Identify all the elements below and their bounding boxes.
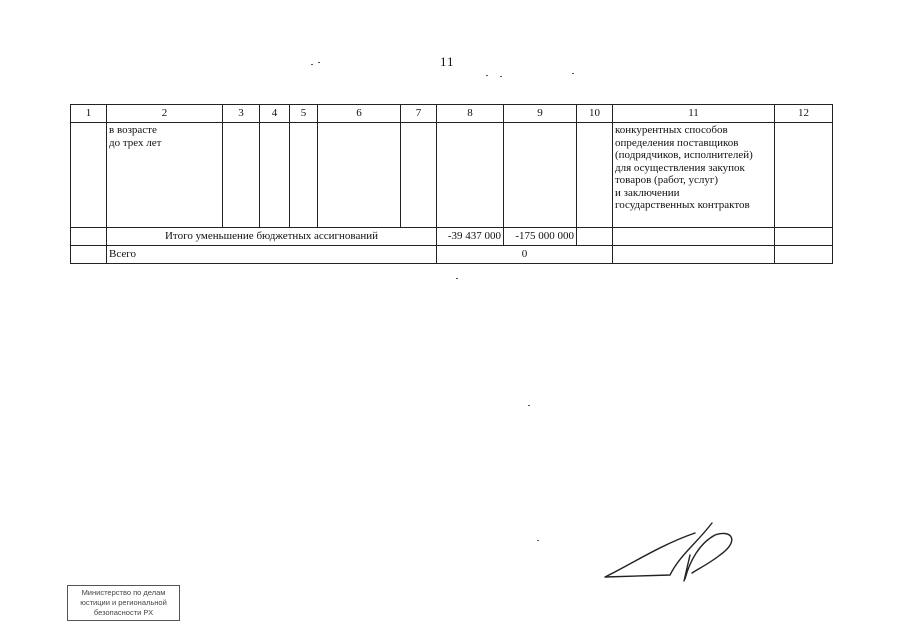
table-cell <box>401 123 437 228</box>
header-cell: 3 <box>223 105 260 123</box>
table-cell <box>71 123 107 228</box>
cell-line: для осуществления закупок <box>615 161 745 174</box>
table-cell <box>290 123 318 228</box>
header-cell: 11 <box>613 105 775 123</box>
scan-speck <box>528 405 530 406</box>
total-col8-value: -39 437 000 <box>437 228 504 246</box>
scan-speck <box>311 64 313 65</box>
scan-speck <box>318 62 320 63</box>
stamp-line: безопасности РХ <box>93 608 154 617</box>
cell-line: государственных контрактов <box>615 199 750 211</box>
header-row <box>71 105 833 123</box>
table-cell <box>71 228 107 246</box>
cell-line: в возрасте <box>109 124 157 136</box>
header-cell: 2 <box>107 105 223 123</box>
table-cell <box>775 228 833 246</box>
table-cell <box>613 228 775 246</box>
scan-speck <box>500 76 502 77</box>
signature-icon <box>600 515 740 590</box>
table-cell <box>775 123 833 228</box>
grand-total-label: Всего <box>107 246 437 264</box>
scan-speck <box>456 278 458 279</box>
header-cell: 1 <box>71 105 107 123</box>
scan-speck <box>486 75 488 76</box>
grand-total-row <box>71 246 833 264</box>
header-cell: 4 <box>260 105 290 123</box>
grand-total-value: 0 <box>437 246 613 264</box>
table-cell <box>577 123 613 228</box>
scan-speck <box>537 540 539 541</box>
header-cell: 8 <box>437 105 504 123</box>
table-cell <box>223 123 260 228</box>
budget-table <box>70 104 833 264</box>
recipient-cell <box>107 123 223 228</box>
cell-line: и заключении <box>615 186 680 199</box>
table-row <box>71 123 833 228</box>
stamp-line: Министерство по делам <box>81 588 166 597</box>
header-cell: 10 <box>577 105 613 123</box>
scan-speck <box>572 73 574 74</box>
table-cell <box>260 123 290 228</box>
total-label: Итого уменьшение бюджетных ассигнований <box>107 228 437 246</box>
cell-line: товаров (работ, услуг) <box>615 174 719 186</box>
justification-cell <box>613 123 775 228</box>
stamp-line: юстиции и региональной <box>80 598 167 607</box>
table-cell <box>318 123 401 228</box>
table-cell <box>775 246 833 264</box>
cell-line: до трех лет <box>109 136 162 149</box>
header-cell: 12 <box>775 105 833 123</box>
table-cell <box>577 228 613 246</box>
page-number: 11 <box>440 54 455 69</box>
cell-line: конкурентных способов <box>615 124 728 136</box>
header-cell: 6 <box>318 105 401 123</box>
table-cell <box>437 123 504 228</box>
header-cell: 5 <box>290 105 318 123</box>
header-cell: 9 <box>504 105 577 123</box>
registration-stamp <box>67 585 180 621</box>
total-row <box>71 228 833 246</box>
cell-line: определения поставщиков <box>615 136 739 149</box>
table-cell <box>504 123 577 228</box>
table-cell <box>613 246 775 264</box>
header-cell: 7 <box>401 105 437 123</box>
total-col9-value: -175 000 000 <box>504 228 577 246</box>
table-cell <box>71 246 107 264</box>
cell-line: (подрядчиков, исполнителей) <box>615 149 753 161</box>
